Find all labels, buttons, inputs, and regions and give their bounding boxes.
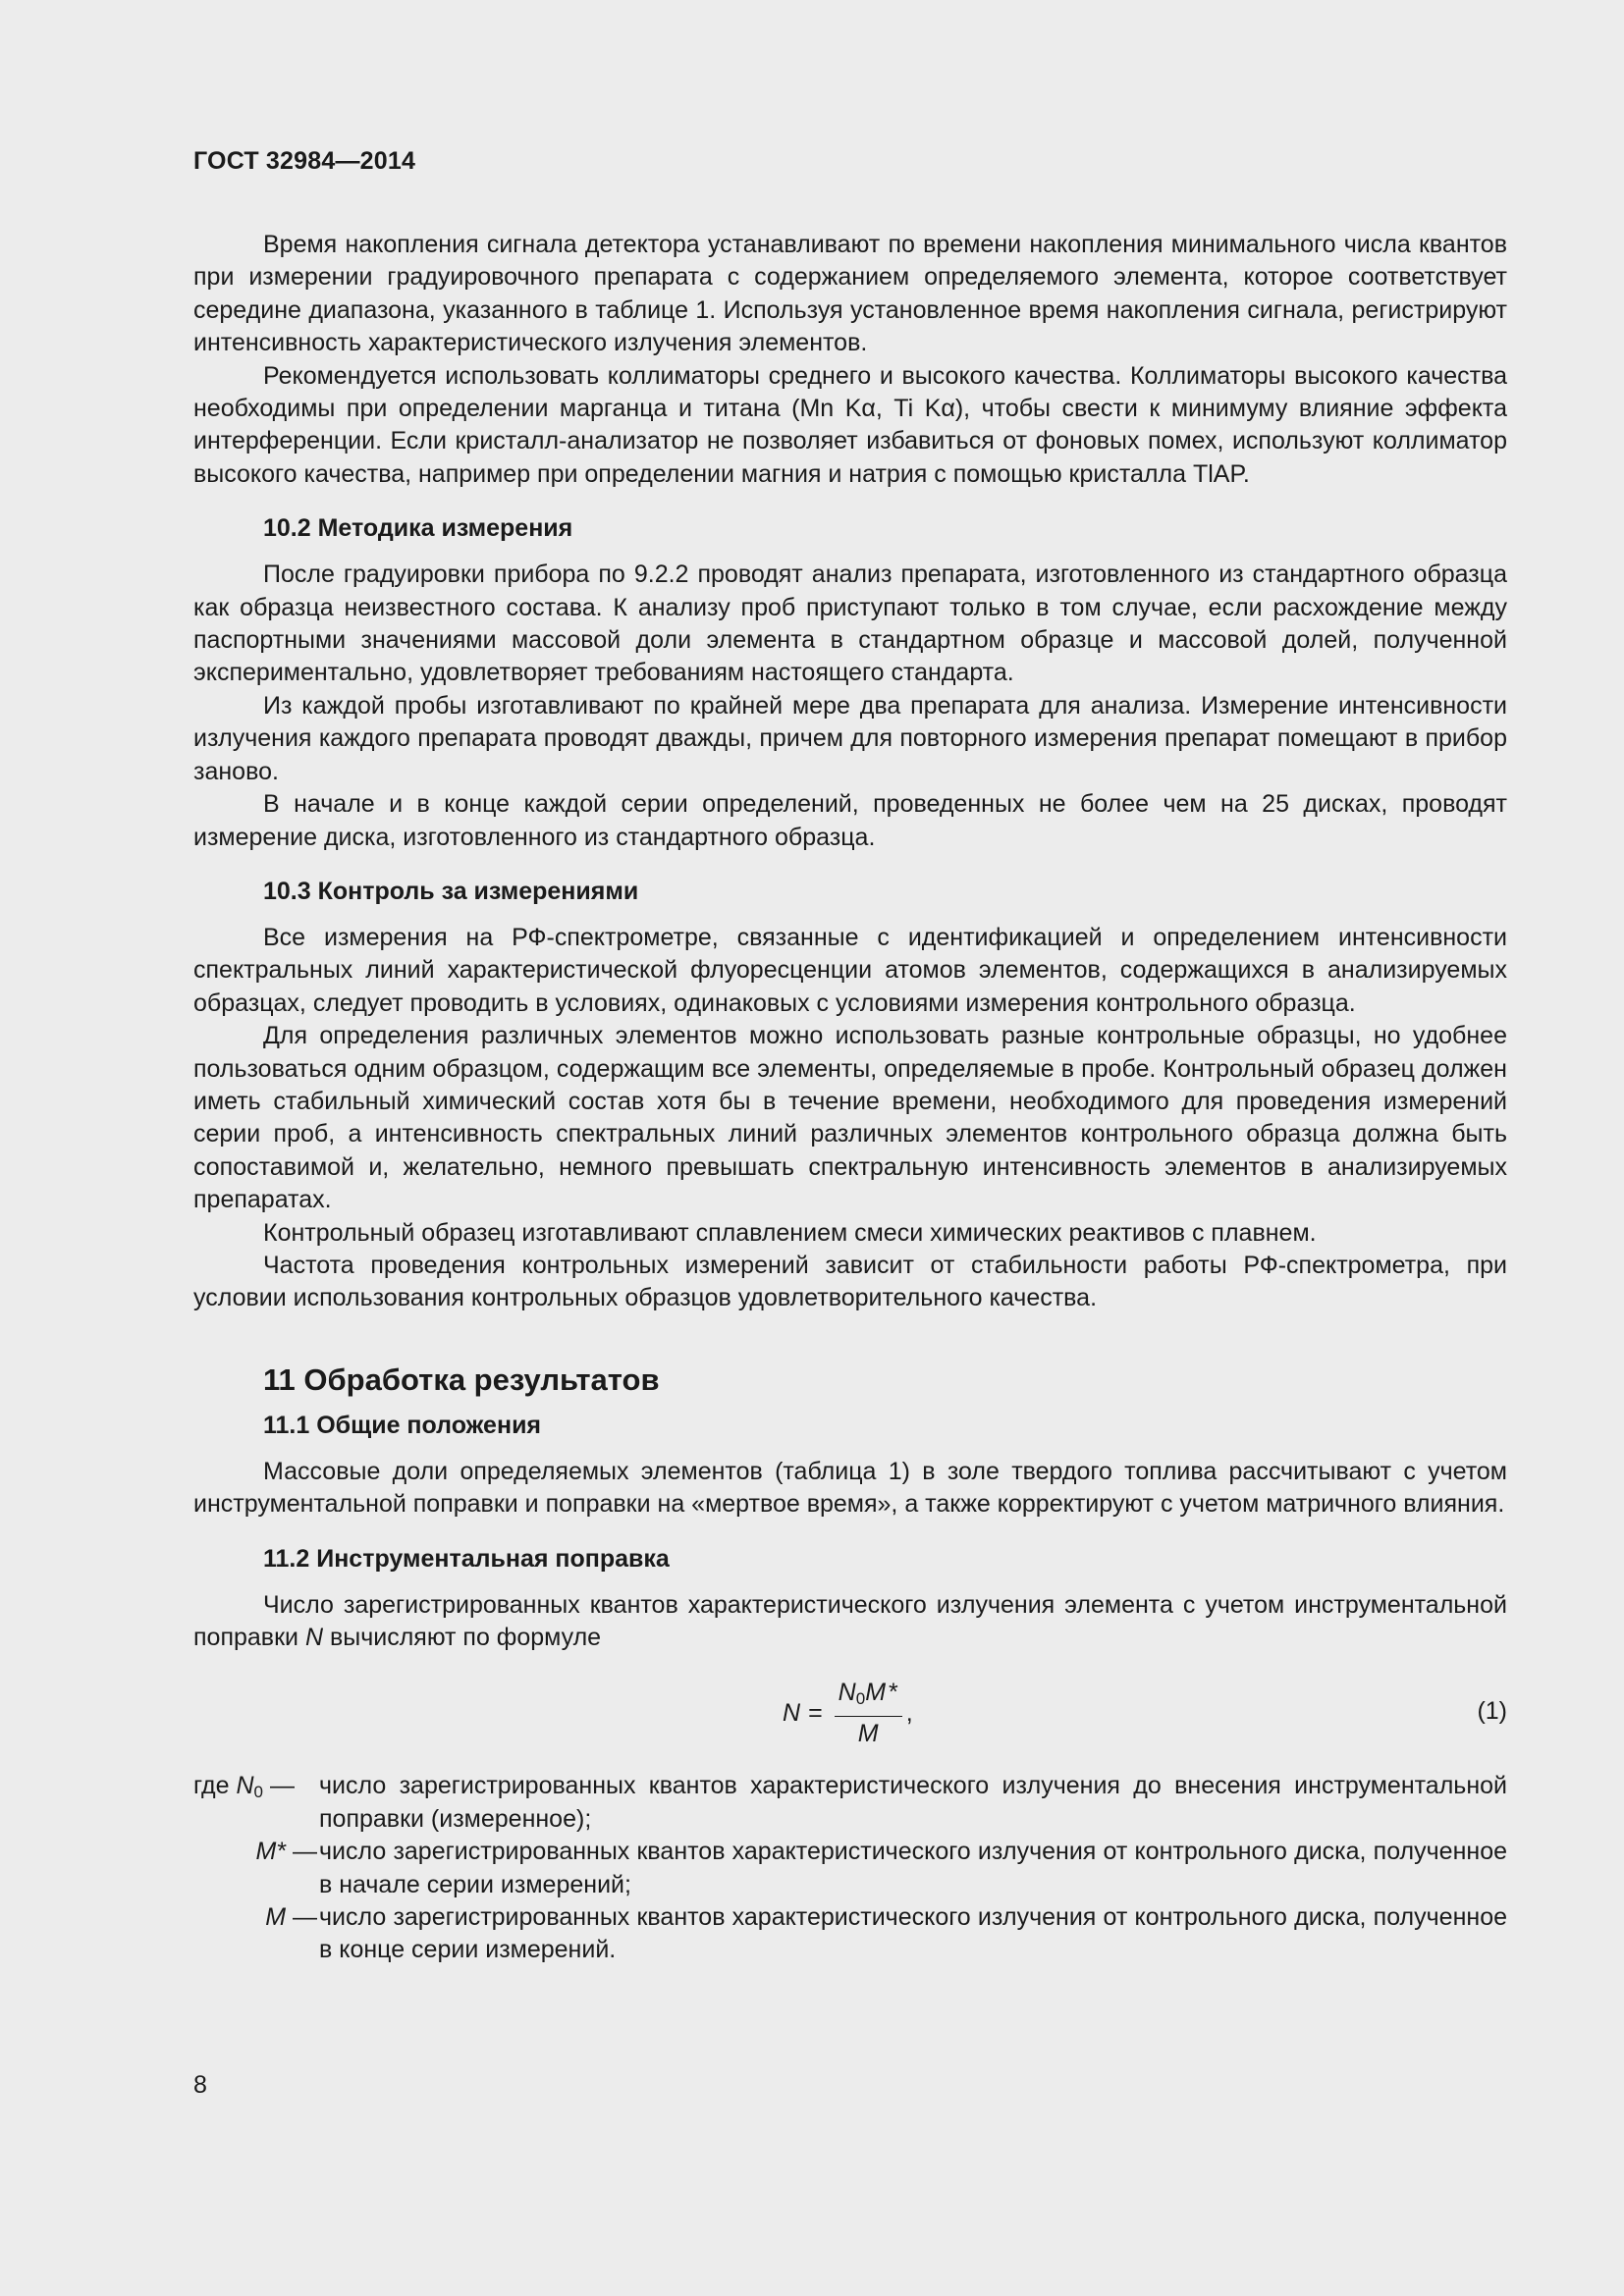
formula-num-sub: 0 — [855, 1689, 866, 1709]
formula-denominator: M — [857, 1720, 879, 1748]
section-10-2-paragraph-2: Из каждой пробы изготавливают по крайней мере два препарата для анализа. Измерение интенсивности излучения каждого препарата проводят дважды, причем для повторного измерения препарат помещают в прибор заново. — [193, 691, 1507, 785]
section-11-heading: 11 Обработка результатов — [263, 1362, 660, 1397]
where-symbol: M — [265, 1903, 287, 1932]
where-item — [193, 1770, 1507, 1836]
section-10-3-paragraph-2: Для определения различных элементов можно использовать разные контрольные образцы, но удобнее пользоваться одним образцом, содержащим все элементы, определяемые в пробе. Контрольный образец должен иметь стабильный химический состав хотя бы в течение времени, необходимого для проведения измерений серии проб, а интенсивность спектральных линий различных элементов контрольного образца должна быть сопоставимой и, желательно, немного превышать спектральную интенсивность элементов в анализируемых препаратах. — [193, 1022, 1507, 1214]
formula-number: (1) — [1477, 1697, 1507, 1726]
page-number: 8 — [193, 2071, 207, 2099]
where-item — [193, 1901, 1507, 1967]
formula-num-var2: M — [865, 1679, 887, 1707]
document-page — [193, 147, 1507, 1967]
section-10-3-paragraph-1: Все измерения на РФ-спектрометре, связанные с идентификацией и определением интенсивности спектральных линий характеристической флуоресценции атомов элементов, содержащихся в анализируемых образцах, следует проводить в условиях, одинаковых с условиями измерения контрольного образца. — [193, 923, 1507, 1017]
where-dash: — — [293, 1838, 317, 1866]
section-10-2-heading: 10.2 Методика измерения — [263, 514, 573, 543]
where-term — [193, 1901, 317, 1967]
para-text-before: Число зарегистрированных квантов характеристического излучения элемента с учетом инструментальной поправки — [193, 1590, 1507, 1651]
section-10-3-heading: 10.3 Контроль за измерениями — [263, 877, 639, 905]
where-definition: число зарегистрированных квантов характеристического излучения от контрольного диска, полученное в начале серии измерений; — [319, 1838, 1507, 1898]
where-item — [193, 1836, 1507, 1901]
section-10-2-paragraph-3: В начале и в конце каждой серии определений, проведенных не более чем на 25 дисках, проводят измерение диска, изготовленного из стандартного образца. — [193, 790, 1507, 851]
where-dash: — — [293, 1903, 317, 1932]
formula-fraction — [835, 1678, 902, 1748]
formula-numerator — [835, 1678, 902, 1717]
section-10-3-paragraph-3: Контрольный образец изготавливают сплавлением смеси химических реактивов с плавнем. — [263, 1218, 1317, 1247]
section-11-1-heading: 11.1 Общие положения — [263, 1411, 542, 1439]
section-10-2-paragraph-1: После градуировки прибора по 9.2.2 проводят анализ препарата, изготовленного из стандартного образца как образца неизвестного состава. К анализу проб приступают только в том случае, если расхождение между паспортными значениями массовой доли элемента в стандартном образце и массовой долей, полученной экспериментально, удовлетворяет требованиям настоящего стандарта. — [193, 561, 1507, 687]
section-11-1-paragraph: Массовые доли определяемых элементов (таблица 1) в золе твердого топлива рассчитывают с учетом инструментальной поправки и поправки на «мертвое время», а также корректируют с учетом матричного влияния. — [193, 1457, 1507, 1519]
section-11-2-paragraph — [193, 1589, 1507, 1655]
where-term — [193, 1770, 317, 1836]
section-10-3-paragraph-4: Частота проведения контрольных измерений зависит от стабильности работы РФ-спектрометра, при условии использования контрольных образцов удовлетворительного качества. — [193, 1251, 1507, 1312]
where-dash: — — [269, 1772, 295, 1800]
formula-num-var1: N — [838, 1679, 856, 1707]
where-definitions — [193, 1770, 1507, 1966]
intro-paragraph-2: Рекомендуется использовать коллиматоры среднего и высокого качества. Коллиматоры высокого качества необходимы при определении марганца и титана (Mn Kα, Ti Kα), чтобы свести к минимуму влияние эффекта интерференции. Если кристалл-анализатор не позволяет избавиться от фоновых помех, используют коллиматор высокого качества, например при определении магния и натрия с помощью кристалла TlAP. — [193, 361, 1507, 488]
formula-block — [193, 1664, 1507, 1758]
formula-expression — [783, 1678, 913, 1748]
section-11-2-heading: 11.2 Инструментальная поправка — [263, 1544, 670, 1573]
formula-comma: , — [905, 1698, 913, 1727]
where-term — [193, 1836, 317, 1901]
where-definition: число зарегистрированных квантов характеристического излучения от контрольного диска, полученное в конце серии измерений. — [319, 1903, 1507, 1964]
formula-num-star: * — [889, 1679, 898, 1707]
where-symbol-sub: 0 — [253, 1783, 263, 1802]
where-symbol: M* — [255, 1838, 287, 1866]
para-text-after: вычисляют по формуле — [329, 1624, 602, 1651]
where-prefix: где — [193, 1772, 230, 1800]
formula-equals: = — [808, 1698, 823, 1727]
para-variable-n: N — [304, 1624, 323, 1651]
formula-lhs: N — [783, 1698, 801, 1727]
document-id-header: ГОСТ 32984—2014 — [193, 147, 416, 175]
intro-paragraph-1: Время накопления сигнала детектора устанавливают по времени накопления минимального числа квантов при измерении градуировочного препарата с содержанием определяемого элемента, которое соответствует середине диапазона, указанного в таблице 1. Используя установленное время накопления сигнала, регистрируют интенсивность характеристического излучения элементов. — [193, 231, 1507, 357]
where-symbol: N — [236, 1772, 254, 1800]
where-definition: число зарегистрированных квантов характеристического излучения до внесения инструментальной поправки (измеренное); — [319, 1772, 1507, 1833]
